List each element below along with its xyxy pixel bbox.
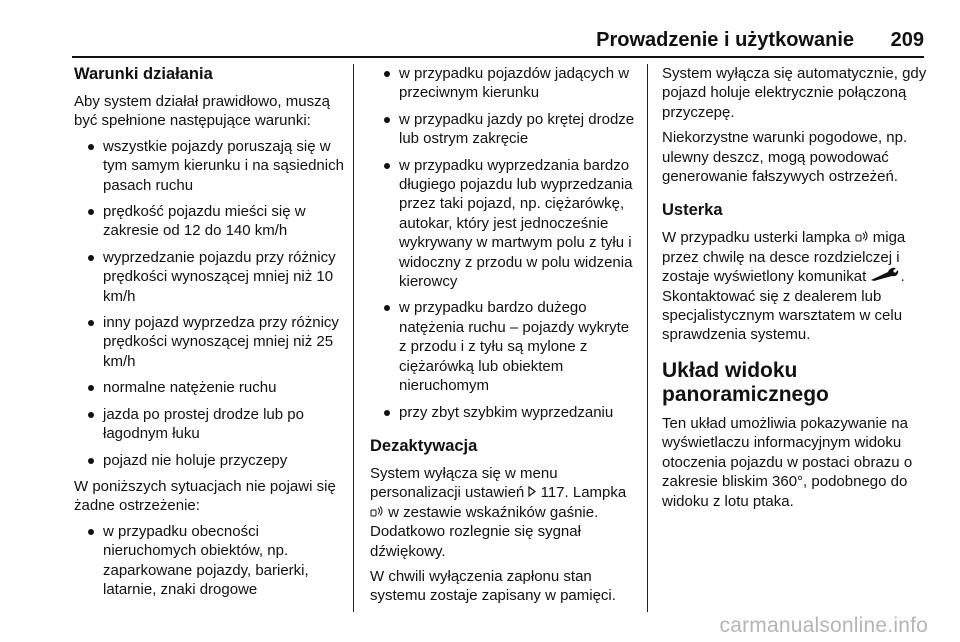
side-blind-zone-alert-icon <box>370 503 384 522</box>
deactivation-paragraph <box>370 464 635 561</box>
heading-line: Układ widoku <box>662 358 798 382</box>
text-span: Lampka <box>572 484 627 502</box>
watermark-text: carmanualsonline.info <box>719 614 928 637</box>
list-item: jazda po prostej drodze lub po łagodnym łuku <box>74 405 344 444</box>
list-item: przy zbyt szybkim wyprzedzaniu <box>370 403 635 422</box>
side-blind-zone-alert-icon <box>855 228 869 247</box>
wrench-icon <box>870 267 900 286</box>
text-span: w zestawie wskaźników gaśnie. Dodatkowo rozlegnie się sygnał dźwiękowy. <box>370 503 599 560</box>
auto-off-paragraph: System wyłącza się automatycznie, gdy pojazd holuje elektrycznie połączoną przyczepę. <box>662 65 927 121</box>
surround-view-paragraph: Ten układ umożliwia pokazywanie na wyświetlaczu informacyjnym widoku otoczenia pojazdu w postaci obrazu o zakresie bliskim 360°, podobnego do widoku z lotu ptaka. <box>662 414 913 510</box>
list-item: w przypadku obecności nieruchomych obiektów, np. zaparkowane pojazdy, barierki, latarnie, znaki drogowe <box>74 522 344 600</box>
list-item: pojazd nie holuje przyczepy <box>74 451 344 470</box>
page-number: 209 <box>890 29 924 51</box>
conditions-list <box>74 137 344 470</box>
chapter-title: Prowadzenie i użytkowanie <box>596 29 854 51</box>
triangle-arrow-icon <box>528 483 536 502</box>
list-item: w przypadku wyprzedzania bardzo długiego pojazdu lub wyprzedzania przez taki pojazd, np. ciężarówkę, autokar, który jest jednocześnie wykrywany w martwym polu z tyłu i widoczny z przodu w polu widzenia kierowcy <box>370 156 635 292</box>
weather-paragraph: Niekorzystne warunki pogodowe, np. ulewny deszcz, mogą powodować generowanie fałszywych ostrzeżeń. <box>662 129 908 186</box>
column-2 <box>370 64 635 612</box>
heading-line: panoramicznego <box>662 383 829 407</box>
list-item: inny pojazd wyprzedza przy różnicy prędkości wynoszącej mniej niż 25 km/h <box>74 313 344 371</box>
conditions-intro: Aby system działał prawidłowo, muszą być spełnione następujące warunki: <box>74 93 330 130</box>
text-span: . Skontaktować się z dealerem lub specjalistycznym warsztatem w celu sprawdzenia systemu. <box>662 268 905 344</box>
situations-list <box>74 522 344 600</box>
list-item: w przypadku pojazdów jadących w przeciwnym kierunku <box>370 64 635 103</box>
page-header <box>72 26 924 58</box>
deactivation-paragraph-2: W chwili wyłączenia zapłonu stan systemu zostaje zapisany w pamięci. <box>370 567 616 605</box>
no-warning-intro: W poniższych sytuacjach nie pojawi się żadne ostrzeżenie: <box>74 477 336 515</box>
page-reference-link[interactable]: 117. <box>540 484 569 502</box>
situations-list-continued <box>370 64 635 422</box>
list-item: w przypadku jazdy po krętej drodze lub ostrym zakręcie <box>370 110 635 149</box>
column-divider <box>353 64 354 612</box>
text-span: W przypadku usterki lampka <box>662 229 851 247</box>
section-heading-fault: Usterka <box>662 201 723 220</box>
list-item: normalne natężenie ruchu <box>74 378 344 397</box>
column-divider <box>647 64 648 612</box>
text-span: System wyłącza się w menu personalizacji ustawień <box>370 464 558 502</box>
section-heading-surround-view <box>662 359 930 408</box>
list-item: wszystkie pojazdy poruszają się w tym samym kierunku i na sąsiednich pasach ruchu <box>74 137 344 195</box>
column-3 <box>662 64 930 517</box>
list-item: prędkość pojazdu mieści się w zakresie od 12 do 140 km/h <box>74 202 344 241</box>
fault-paragraph <box>662 228 930 344</box>
section-heading-operating-conditions: Warunki działania <box>74 65 213 83</box>
column-1 <box>74 64 344 606</box>
list-item: w przypadku bardzo dużego natężenia ruchu – pojazdy wykryte z przodu i z tyłu są mylone z ciężarówką lub obiektem nieruchomym <box>370 298 635 395</box>
text-span: miga przez chwilę na desce rozdzielczej i zostaje wyświetlony komunikat <box>662 229 906 286</box>
section-heading-deactivation: Dezaktywacja <box>370 436 478 455</box>
list-item: wyprzedzanie pojazdu przy różnicy prędkości wynoszącej mniej niż 10 km/h <box>74 248 344 306</box>
